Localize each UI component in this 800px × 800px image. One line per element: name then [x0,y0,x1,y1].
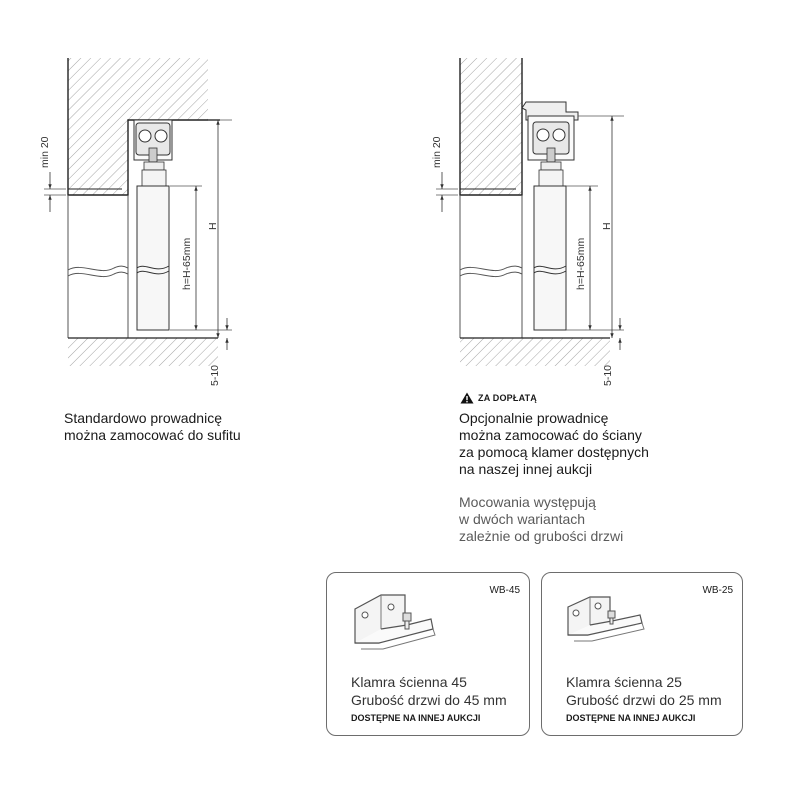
product-card-wb25[interactable] [541,572,743,736]
door-panel-right [534,186,566,330]
caption-line: Opcjonalnie prowadnicę [459,410,609,426]
floor-gap-label: 5-10 [209,364,221,386]
door-height-label: h=H-65mm [181,237,193,290]
wall-mount-drawing [431,58,624,386]
note-line: w dwóch wariantach [459,511,586,527]
floor [68,338,218,366]
warning-triangle-icon [460,392,474,404]
variants-note [459,494,623,545]
availability-label[interactable]: DOSTĘPNE NA INNEJ AUKCJI [351,713,481,723]
min-clearance-label: min 20 [39,136,51,168]
door-panel [137,186,169,330]
ceiling-mount-drawing [39,58,232,386]
caption-line: można zamocować do sufitu [64,427,241,443]
caption-line: na naszej innej aukcji [459,461,593,477]
caption-line: można zamocować do ściany [459,427,642,443]
wall-below [68,195,128,338]
product-name: Klamra ścienna 25 [566,674,682,690]
product-code: WB-25 [702,585,733,596]
surcharge-label: ZA DOPŁATĄ [478,393,537,403]
wall-mount-caption [459,410,649,478]
opening-height-label-right: H [601,222,613,230]
product-spec: Grubość drzwi do 25 mm [566,692,722,708]
caption-line: za pomocą klamer dostępnych [459,444,649,460]
wall-slab [460,58,522,195]
floor-gap-label-right: 5-10 [602,364,614,386]
surcharge-notice [460,392,537,404]
product-code: WB-45 [489,585,520,596]
note-line: Mocowania występują [459,494,596,510]
product-name: Klamra ścienna 45 [351,674,467,690]
product-spec: Grubość drzwi do 45 mm [351,692,507,708]
availability-label[interactable]: DOSTĘPNE NA INNEJ AUKCJI [566,713,696,723]
min-clearance-label-right: min 20 [431,136,443,168]
note-line: zależnie od grubości drzwi [459,528,624,544]
wall-bracket-45-image [343,589,453,659]
door-height-label-right: h=H-65mm [575,237,587,290]
wall-bracket-25-image [560,591,660,651]
caption-line: Standardowo prowadnicę [64,410,222,426]
wall-below-right [460,195,522,338]
ceiling-mount-caption [64,410,241,444]
opening-height-label: H [207,222,219,230]
product-card-wb45[interactable] [326,572,530,736]
